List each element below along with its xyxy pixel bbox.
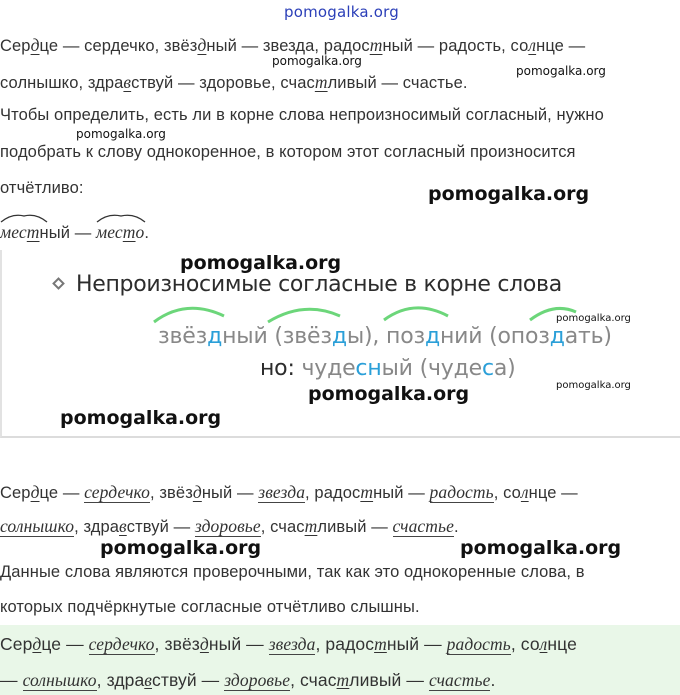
rule-card-title: Непроизносимые согласные в корне слова [76, 272, 562, 297]
watermark-top: pomogalka.org [284, 3, 399, 21]
watermark: pomogalka.org [100, 537, 262, 559]
paragraph-line: солнышко, здравствуй — здоровье, счастливый — счастье. [0, 72, 468, 92]
rule-exception: но: чудесный (чудеса) [260, 356, 516, 381]
answer-line: солнышко, здравствуй — здоровье, счастливый — счастье. [0, 516, 459, 536]
explanation-text: которых подчёркнутые согласные отчётливо слышны. [0, 598, 420, 616]
watermark: pomogalka.org [428, 183, 590, 205]
rule-text: подобрать к слову однокоренное, в котором этот согласный произносится [0, 143, 576, 161]
root-arc-icon [96, 213, 146, 223]
answer-line: Сердце — сердечко, звёздный — звезда, радостный — радость, солнце — [0, 482, 578, 502]
rule-text: Чтобы определить, есть ли в корне слова непроизносимый согласный, нужно [0, 106, 604, 124]
example-line: местный — место. [0, 222, 149, 243]
watermark: pomogalka.org [76, 127, 166, 141]
watermark: pomogalka.org [460, 537, 622, 559]
answer-line: Сердце — сердечко, звёздный — звезда, радостный — радость, солнце [0, 634, 577, 654]
watermark: pomogalka.org [180, 252, 342, 274]
root-marked-word: место [96, 222, 144, 243]
watermark: pomogalka.org [308, 383, 470, 405]
watermark: pomogalka.org [556, 313, 631, 324]
rule-examples: звёздный (звёзды), поздний (опоздать) [158, 324, 612, 349]
watermark: pomogalka.org [272, 54, 362, 68]
rule-text: отчётливо: [0, 179, 84, 197]
root-marked-word: мест [0, 222, 40, 243]
paragraph-line: Сердце — сердечко, звёздный — звезда, радостный — радость, солнце — [0, 35, 586, 55]
watermark: pomogalka.org [60, 407, 222, 429]
watermark: pomogalka.org [516, 64, 606, 78]
highlighted-answer [0, 625, 680, 695]
root-arc-icon [0, 213, 48, 223]
answer-line: — солнышко, здравствуй — здоровье, счастливый — счастье. [0, 670, 496, 690]
explanation-text: Данные слова являются проверочными, так как это однокоренные слова, в [0, 563, 585, 581]
watermark: pomogalka.org [556, 380, 631, 391]
